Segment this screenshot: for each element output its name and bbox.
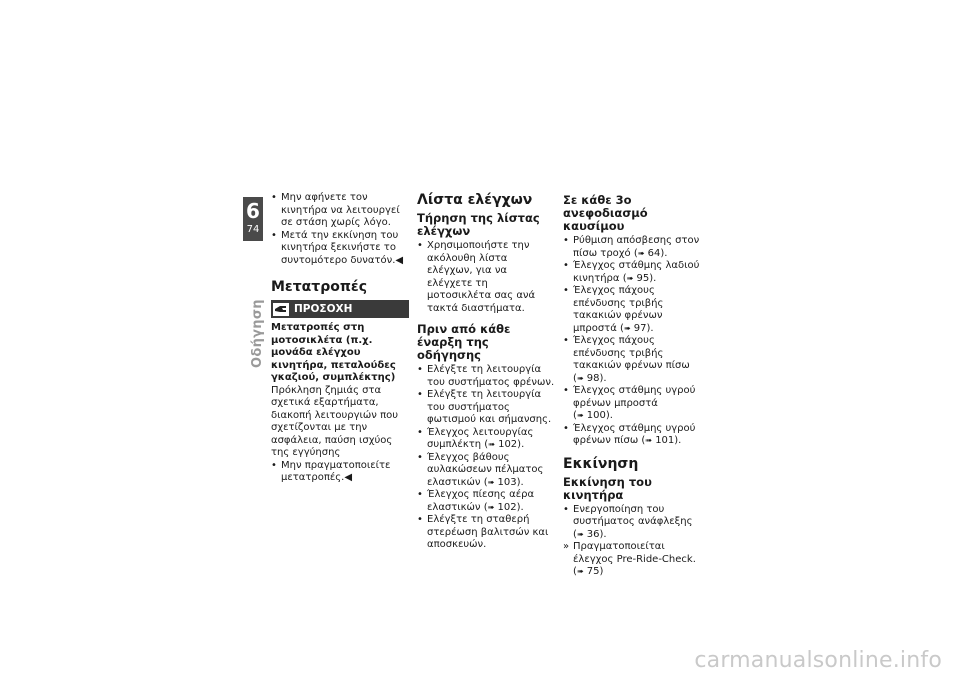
page-ref-arrow-icon: ➠ [488, 440, 495, 449]
start-engine-list [563, 504, 701, 579]
page-ref-arrow-icon: ➠ [576, 567, 584, 576]
list-item: • Έλεγχος στάθμης υγρού φρένων πίσω (➠ 101). [563, 423, 701, 448]
column-3 [563, 192, 701, 579]
page-ref-arrow-icon: ➠ [487, 502, 495, 512]
hand-warning-icon [273, 303, 289, 316]
page-ref-arrow-icon: ➠ [487, 477, 495, 487]
intro-list [271, 192, 409, 267]
column-1 [271, 192, 409, 485]
subheading-before-ride: Πριν από κάθε έναρξη της οδήγησης [417, 322, 511, 362]
page-ref: 75) [586, 566, 604, 577]
page-ref-arrow-icon: ➠ [576, 529, 584, 539]
page-ref: 64). [647, 247, 668, 259]
refuel-list [563, 235, 701, 448]
list-item: • Έλεγχος στάθμης λαδιού κινητήρα (➠ 95). [563, 260, 701, 285]
list-item: • Ελέγξτε τη λειτουργία του συστήματος φωτισμού και σήμανσης. [417, 389, 555, 427]
page-ref-arrow-icon: ➠ [626, 273, 634, 283]
page-ref: 101). [655, 435, 682, 446]
page-ref: 98). [586, 372, 607, 384]
warning-list [271, 460, 409, 485]
page-ref-arrow-icon: ➠ [637, 248, 645, 258]
page-ref: 100). [586, 410, 613, 421]
section-heading-checklist: Λίστα ελέγχων [417, 192, 533, 208]
watermark: carmanualsonline.info [694, 648, 942, 673]
page-ref-arrow-icon: ➠ [623, 323, 631, 333]
list-item: • Μην πραγματοποιείτε μετατροπές.◀ [271, 460, 409, 485]
warning-text: Πρόκληση ζημιάς στα σχετικά εξαρτήματα, διακοπή λειτουργιών που σχετίζονται με την ασφάλεια, παύση ισχύος της εγγύησης [271, 384, 398, 458]
before-ride-list [417, 364, 555, 552]
page-ref: 102). [498, 439, 525, 450]
subheading-follow-checklist: Τήρηση της λίστας ελέγχων [417, 211, 540, 238]
list-item: • Έλεγχος πάχους επένδυσης τριβής τακακιών φρένων πίσω (➠ 98). [563, 335, 701, 385]
list-item: • Έλεγχος στάθμης υγρού φρένων μπροστά (➠ 100). [563, 385, 701, 423]
page-ref-arrow-icon: ➠ [576, 373, 584, 383]
list-item: • Μετά την εκκίνηση του κινητήρα ξεκινήστε το συντομότερο δυνατόν.◀ [271, 230, 409, 268]
section-heading-modifications: Μετατροπές [271, 279, 368, 295]
warning-label: ΠΡΟΣΟΧΗ [294, 302, 353, 315]
page-ref: 97). [633, 322, 654, 334]
list-item: • Ενεργοποίηση του συστήματος ανάφλεξης (➠ 36). [563, 504, 701, 542]
list-item: • Έλεγχος βάθους αυλακώσεων πέλματος ελαστικών (➠ 103). [417, 452, 555, 490]
section-heading-start: Εκκίνηση [563, 455, 639, 472]
page-ref: 36). [586, 528, 607, 540]
warning-title: Μετατροπές στη μοτοσικλέτα (π.χ. μονάδα ελέγχου κινητήρα, πεταλούδες γκαζιού, συμπλέκτης) [271, 322, 396, 383]
list-item: • Έλεγχος πίεσης αέρα ελαστικών (➠ 102). [417, 489, 555, 514]
page-tab [243, 197, 263, 241]
page-ref-arrow-icon: ➠ [576, 411, 584, 420]
list-item: • Χρησιμοποιήστε την ακόλουθη λίστα ελέγχων, για να ελέγχετε τη μοτοσικλέτα σας ανά τακτά διαστήματα. [417, 240, 555, 315]
page-ref: 103). [497, 476, 524, 488]
list-item: • Ελέγξτε τη λειτουργία του συστήματος φρένων. [417, 364, 555, 389]
page-ref: 102). [497, 501, 524, 513]
warning-banner [271, 300, 409, 318]
list-item: • Έλεγχος πάχους επένδυσης τριβής τακακιών φρένων μπροστά (➠ 97). [563, 285, 701, 335]
subheading-every-3rd-refuel: Σε κάθε 3ο ανεφοδιασμό καυσίμου [563, 193, 648, 233]
list-item: • Ρύθμιση απόσβεσης στον πίσω τροχό (➠ 64). [563, 235, 701, 260]
page-ref-arrow-icon: ➠ [645, 436, 652, 445]
page-ref: 95). [636, 272, 657, 284]
list-item: • Ελέγξτε τη σταθερή στερέωση βαλιτσών και αποσκευών. [417, 514, 555, 552]
list-item: • Έλεγχος λειτουργίας συμπλέκτη (➠ 102). [417, 427, 555, 452]
column-2 [417, 192, 555, 552]
page-number: 74 [246, 224, 260, 235]
list-item: » Πραγματοποιείται έλεγχος Pre-Ride-Check. (➠ 75) [563, 541, 701, 579]
subheading-start-engine: Εκκίνηση του κινητήρα [563, 474, 652, 502]
chapter-number: 6 [246, 199, 260, 223]
side-label: Οδήγηση [250, 299, 265, 368]
list-item: • Μην αφήνετε τον κινητήρα να λειτουργεί σε στάση χωρίς λόγο. [271, 192, 409, 230]
checklist-intro-list [417, 240, 555, 315]
